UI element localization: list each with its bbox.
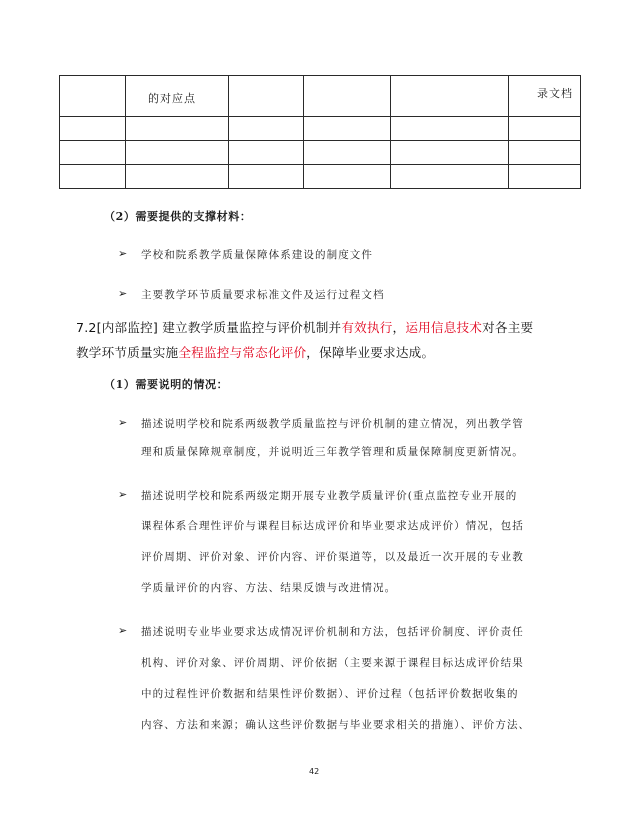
list-item: 学校和院系教学质量保障体系建设的制度文件 — [141, 249, 373, 261]
page-number: 42 — [309, 767, 320, 776]
heading-text: ， — [392, 320, 406, 335]
heading-highlight: 全程监控与常态化评价 — [178, 345, 307, 360]
list-item: 主要教学环节质量要求标准文件及运行过程文档 — [141, 289, 385, 301]
data-table — [59, 75, 581, 189]
table-cell — [229, 76, 304, 117]
heading-highlight: 有效执行 — [341, 320, 393, 335]
arrow-bullet-icon: ➢ — [118, 416, 128, 429]
cell-text-record: 录文档 — [537, 87, 573, 100]
table-row — [60, 76, 581, 117]
table-cell — [509, 76, 581, 117]
table-cell — [60, 76, 126, 117]
list-item-line: 机构、评价对象、评价周期、评价依据（主要来源于课程目标达成评价结果 — [141, 657, 524, 669]
heading-highlight: 运用信息技术 — [405, 320, 483, 335]
table-row — [60, 165, 581, 189]
list-item-line: 理和质量保障规章制度，并说明近三年教学管理和质量保障制度更新情况。 — [141, 446, 524, 458]
table-row — [60, 141, 581, 165]
list-item-line: 评价周期、评价对象、评价内容、评价渠道等，以及最近一次开展的专业教 — [141, 551, 524, 563]
list-item-line: 中的过程性评价数据和结果性评价数据）、评价过程（包括评价数据收集的 — [141, 688, 519, 700]
section-heading-7-2-line2 — [76, 342, 434, 361]
section-heading-situation: （1）需要说明的情况： — [104, 378, 229, 391]
list-item-line: 描述说明学校和院系两级教学质量监控与评价机制的建立情况，列出教学管 — [141, 418, 524, 430]
section-heading-7-2 — [76, 317, 533, 336]
heading-text: 对各主要 — [482, 320, 534, 335]
heading-text: 教学环节质量实施 — [76, 345, 179, 360]
arrow-bullet-icon: ➢ — [118, 488, 128, 501]
arrow-bullet-icon: ➢ — [118, 624, 128, 637]
list-item-line: 学质量评价的内容、方法、结果反馈与改进情况。 — [141, 582, 397, 594]
list-item-line: 描述说明学校和院系两级定期开展专业教学质量评价(重点监控专业开展的 — [141, 490, 518, 502]
section-heading-materials: （2）需要提供的支撑材料： — [104, 210, 252, 223]
cell-text-correspondence: 的对应点 — [148, 92, 196, 105]
heading-text: 7.2[内部监控] 建立教学质量监控与评价机制并 — [76, 320, 342, 335]
list-item-line: 课程体系合理性评价与课程目标达成评价和毕业要求达成评价）情况，包括 — [141, 520, 524, 532]
table-cell — [126, 76, 229, 117]
table-row — [60, 117, 581, 141]
table-cell — [391, 76, 509, 117]
table-cell — [304, 76, 391, 117]
list-item-line: 描述说明专业毕业要求达成情况评价机制和方法，包括评价制度、评价责任 — [141, 626, 524, 638]
arrow-bullet-icon: ➢ — [118, 287, 128, 300]
heading-text: ，保障毕业要求达成。 — [306, 345, 435, 360]
arrow-bullet-icon: ➢ — [118, 247, 128, 260]
list-item-line: 内容、方法和来源；确认这些评价数据与毕业要求相关的措施）、评价方法、 — [141, 719, 531, 731]
